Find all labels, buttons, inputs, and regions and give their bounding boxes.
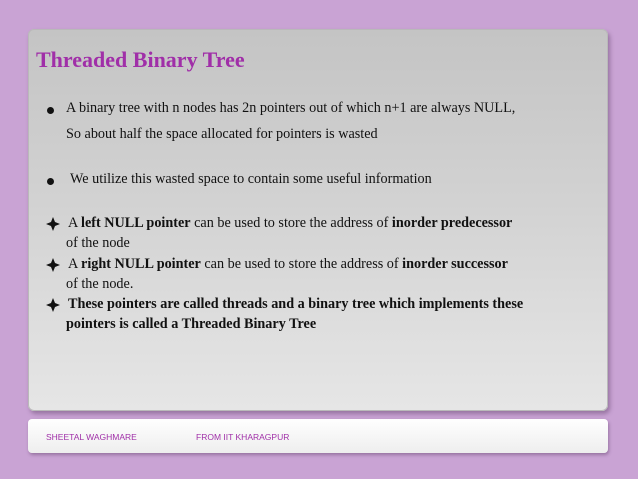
- bullet-dot-icon: [47, 178, 54, 185]
- diamond-bullet-icon: [46, 298, 60, 312]
- point-2-term-2: inorder successor: [402, 256, 508, 272]
- point-1-line-2: of the node: [66, 235, 130, 251]
- point-1-term: left NULL pointer: [81, 215, 191, 231]
- point-1-term-2: inorder predecessor: [391, 215, 513, 231]
- point-1-mid: can be used to store the address of: [190, 215, 392, 231]
- point-3-line-1: These pointers are called threads and a binary tree which implements these: [68, 296, 524, 312]
- diamond-bullet-icon: [46, 258, 60, 272]
- slide-title: Threaded Binary Tree: [36, 47, 245, 72]
- point-2-mid: can be used to store the address of: [200, 256, 403, 272]
- point-1-pre: A: [68, 215, 82, 231]
- diamond-bullet-icon: [46, 217, 60, 231]
- bullet-2-line-1: We utilize this wasted space to contain some useful information: [70, 171, 432, 187]
- point-1-line-1: [68, 215, 512, 232]
- footer-source: FROM IIT KHARAGPUR: [196, 432, 290, 442]
- bullet-dot-icon: [47, 107, 54, 114]
- point-2-pre: A: [68, 256, 82, 272]
- bullet-1-line-2: So about half the space allocated for pointers is wasted: [66, 126, 378, 142]
- point-2-line-1: [68, 256, 508, 273]
- point-2-term: right NULL pointer: [81, 256, 201, 272]
- point-2-line-2: of the node.: [66, 276, 134, 292]
- bullet-1-line-1: A binary tree with n nodes has 2n pointers out of which n+1 are always NULL,: [66, 100, 516, 116]
- footer-author: SHEETAL WAGHMARE: [46, 432, 137, 442]
- point-3-line-2: pointers is called a Threaded Binary Tree: [66, 316, 317, 332]
